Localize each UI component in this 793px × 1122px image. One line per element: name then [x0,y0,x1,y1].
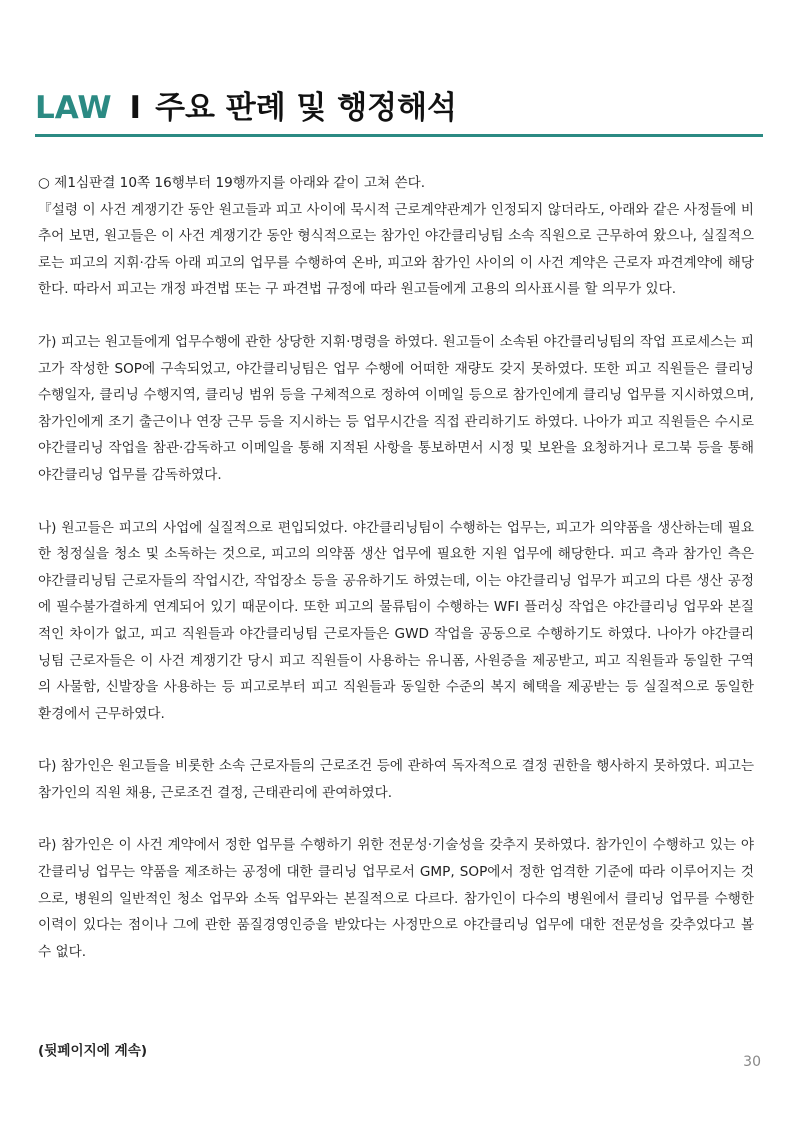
paragraph-gap [38,727,754,753]
paragraph-gap [38,806,754,832]
page-header [35,84,763,137]
section-brand: LAW [35,90,112,126]
paragraph-main: 『설령 이 사건 계쟁기간 동안 원고들과 피고 사이에 묵시적 근로계약관계가 인정되지 않더라도, 아래와 같은 사정들에 비추어 보면, 원고들은 이 사건 계쟁기간 동안 형식적으로는 참가인 야간클리닝팀 소속 직원으로 근무하여 왔으나, 실질적으로는 피고의 지휘·감독 아래 피고의 업무를 수행하여 온바, 피고와 참가인 사이의 이 사건 계약은 근로자 파견계약에 해당한다. 따라서 피고는 개정 파견법 또는 구 파견법 규정에 따라 원고들에게 고용의 의사표시를 할 의무가 있다. [38,201,754,298]
paragraph-gap [38,489,754,515]
paragraph-gap [38,303,754,329]
intro-line: ○ 제1심판결 10쪽 16행부터 19행까지를 아래와 같이 고쳐 쓴다. [38,175,426,191]
document-body [38,170,754,965]
paragraph-ra: 라) 참가인은 이 사건 계약에서 정한 업무를 수행하기 위한 전문성·기술성을 갖추지 못하였다. 참가인이 수행하고 있는 야간클리닝 업무는 약품을 제조하는 공정에 대한 클리닝 업무로서 GMP, SOP에서 정한 엄격한 기준에 따라 이루어지는 것으로, 병원의 일반적인 청소 업무와 소독 업무와는 본질적으로 다르다. 참가인이 다수의 병원에서 클리닝 업무를 수행한 이력이 있다는 점이나 그에 관한 품질경영인증을 받았다는 사정만으로 야간클리닝 업무에 대한 전문성을 갖추었다고 볼 수 없다. [38,837,754,960]
continued-note: (뒷페이지에 계속) [38,1043,148,1059]
paragraph-da: 다) 참가인은 원고들을 비롯한 소속 근로자들의 근로조건 등에 관하여 독자적으로 결정 권한을 행사하지 못하였다. 피고는 참가인의 직원 채용, 근로조건 결정, 근태관리에 관여하였다. [38,758,754,801]
page-number: 30 [743,1054,761,1070]
paragraph-ga: 가) 피고는 원고들에게 업무수행에 관한 상당한 지휘·명령을 하였다. 원고들이 소속된 야간클리닝팀의 작업 프로세스는 피고가 작성한 SOP에 구속되었고, 야간클리닝팀은 업무 수행에 어떠한 재량도 갖지 못하였다. 또한 피고 직원들은 클리닝 수행일자, 클리닝 수행지역, 클리닝 범위 등을 구체적으로 정하여 이메일 등으로 참가인에게 클리닝 업무를 지시하였으며, 참가인에게 조기 출근이나 연장 근무 등을 지시하는 등 업무시간을 직접 관리하기도 하였다. 나아가 피고 직원들은 수시로 야간클리닝 작업을 참관·감독하고 이메일을 통해 지적된 사항을 통보하면서 시정 및 보완을 요청하거나 로그북 등을 통해 야간클리닝 업무를 감독하였다. [38,333,754,483]
header-separator: I [129,90,142,126]
header-title [35,87,457,129]
section-title: 주요 판례 및 행정해석 [155,90,457,126]
paragraph-na: 나) 원고들은 피고의 사업에 실질적으로 편입되었다. 야간클리닝팀이 수행하는 업무는, 피고가 의약품을 생산하는데 필요한 청정실을 청소 및 소독하는 것으로, 피고의 의약품 생산 업무에 필요한 지원 업무에 해당한다. 피고 측과 참가인 측은 야간클리닝팀 근로자들의 작업시간, 작업장소 등을 공유하기도 하였는데, 이는 야간클리닝 업무가 피고의 다른 생산 공정에 필수불가결하게 연계되어 있기 때문이다. 또한 피고의 물류팀이 수행하는 WFI 플러싱 작업은 야간클리닝 업무와 본질적인 차이가 없고, 피고 직원들과 야간클리닝팀 근로자들은 GWD 작업을 공동으로 수행하기도 하였다. 나아가 야간클리닝팀 근로자들은 이 사건 계쟁기간 당시 피고 직원들이 사용하는 유니폼, 사원증을 제공받고, 피고 직원들과 동일한 구역의 사물함, 신발장을 사용하는 등 피고로부터 피고 직원들과 동일한 수준의 복지 혜택을 제공받는 등 실질적으로 동일한 환경에서 근무하였다. [38,519,754,722]
